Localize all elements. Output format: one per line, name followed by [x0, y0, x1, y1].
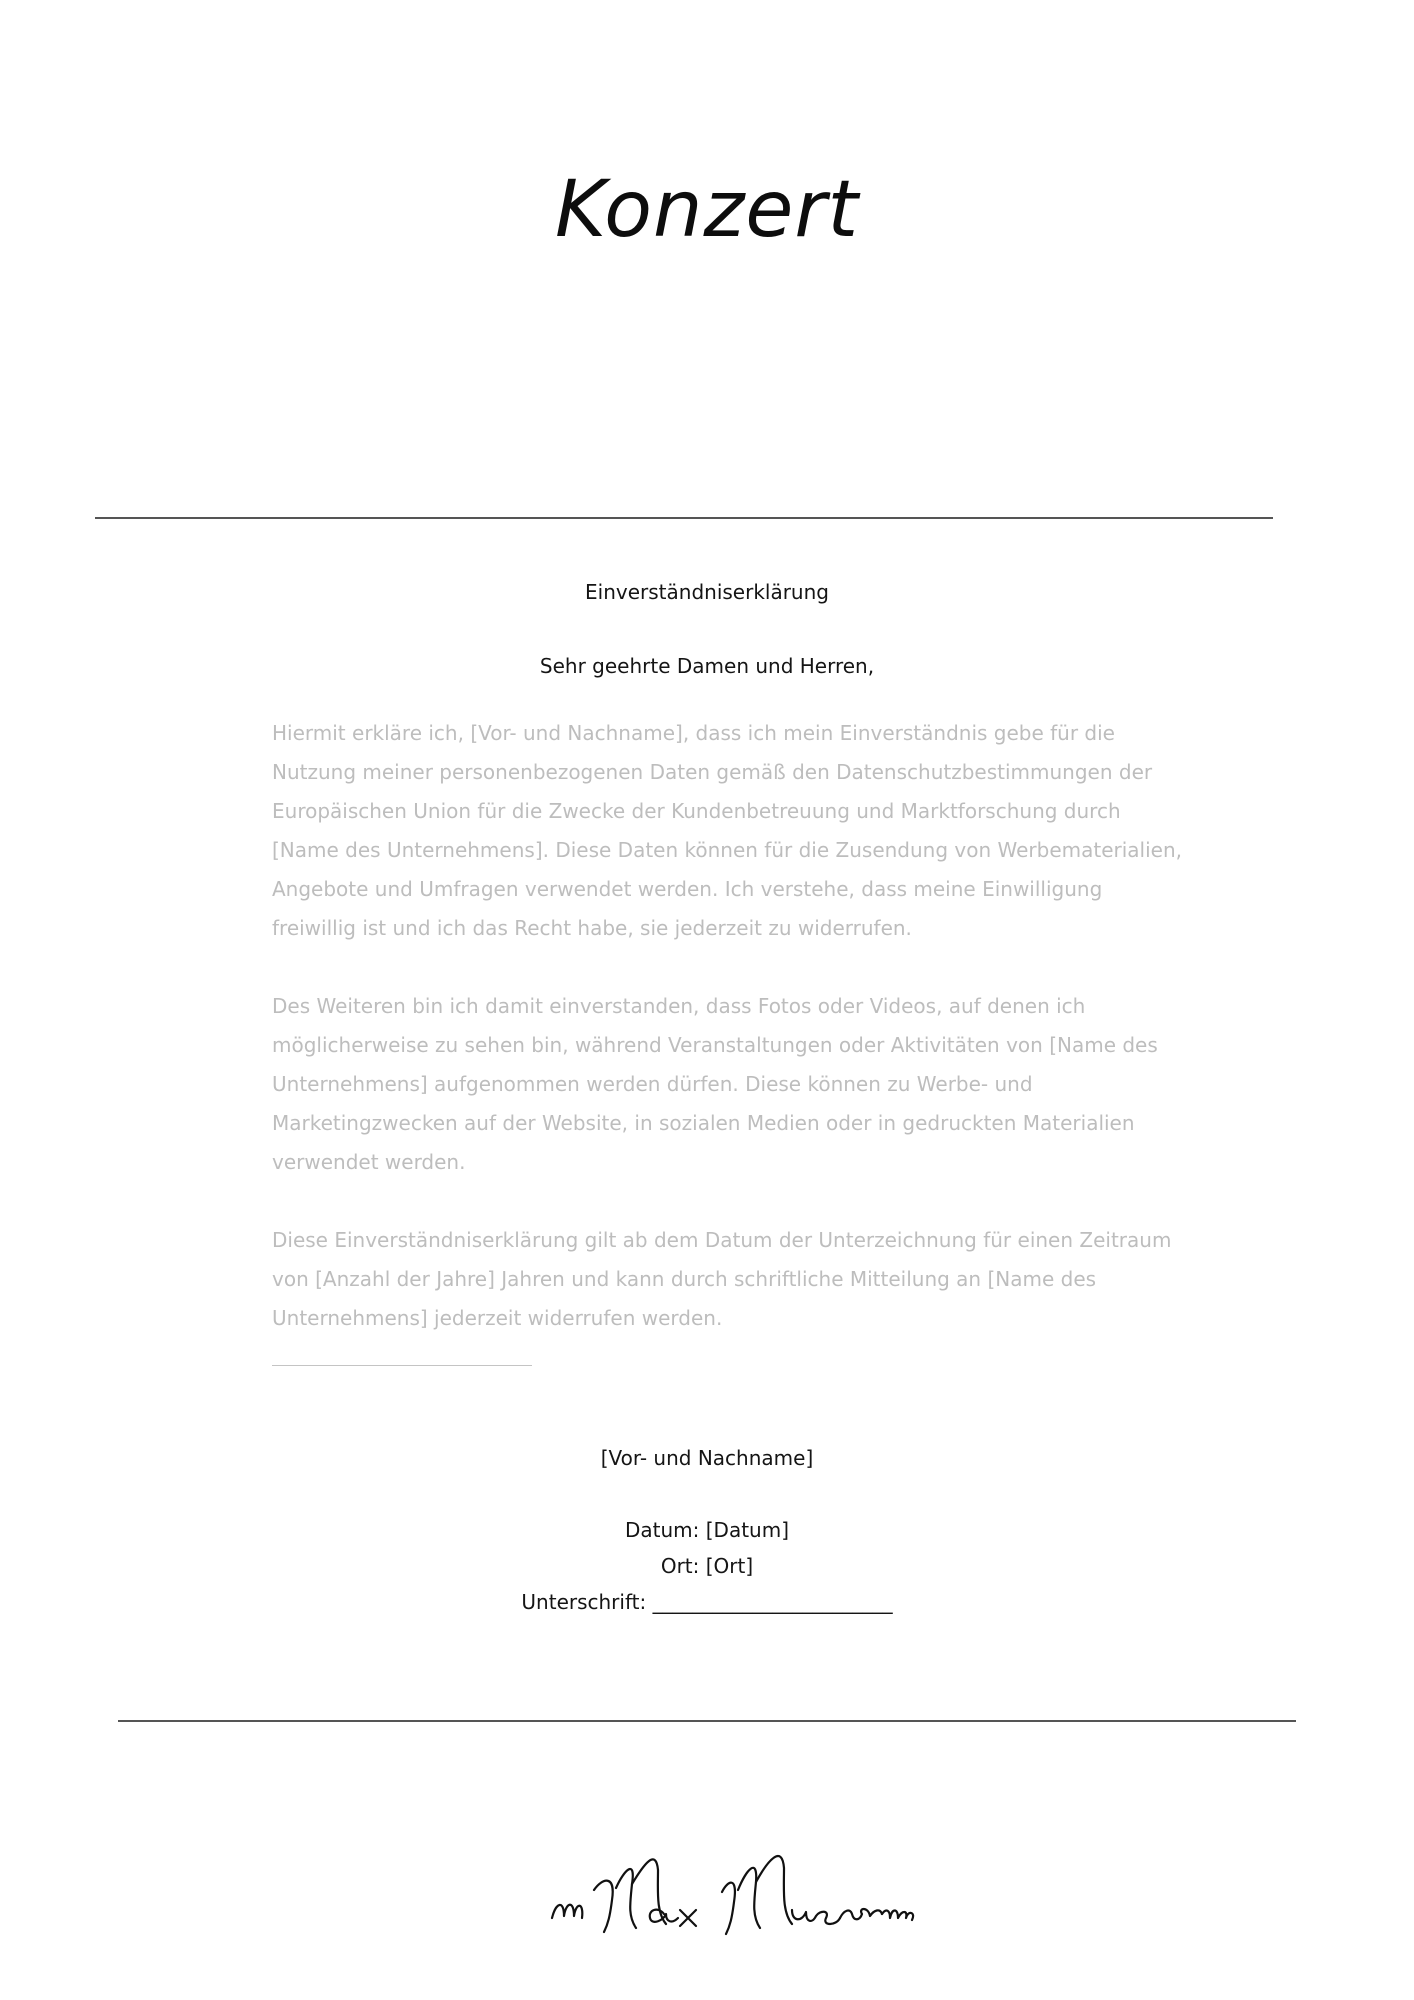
body-paragraph-1: Hiermit erkläre ich, [Vor- und Nachname], dass ich mein Einverständnis gebe für die Nutzung meiner personenbezogenen Daten gemäß den Datenschutzbestimmungen der Europäischen Union für die Zwecke der Kundenbetreuung und Marktforschung durch [Name des Unternehmens]. Diese Daten können für die Zusendung von Werbematerialien, Angebote und Umfragen verwendet werden. Ich verstehe, dass meine Einwilligung freiwillig ist und ich das Recht habe, sie jederzeit zu widerrufen.	[272, 721, 1182, 940]
name-placeholder: [Vor- und Nachname]	[600, 1446, 814, 1470]
short-divider	[272, 1365, 532, 1366]
place-line: Ort: [Ort]	[660, 1554, 754, 1578]
bottom-divider	[118, 1720, 1296, 1722]
body-paragraph-3: Diese Einverständniserklärung gilt ab dem Datum der Unterzeichnung für einen Zeitraum von [Anzahl der Jahre] Jahren und kann durch schriftliche Mitteilung an [Name des Unternehmens] jederzeit widerrufen werden.	[272, 1228, 1172, 1330]
body-text	[272, 714, 1192, 1338]
signature-line: Unterschrift: ________________________	[521, 1590, 893, 1614]
date-line: Datum: [Datum]	[624, 1518, 789, 1542]
consent-heading: Einverständniserklärung	[585, 580, 829, 604]
top-divider	[95, 517, 1273, 519]
page-title: Konzert	[554, 165, 860, 255]
handwritten-signature	[540, 1830, 920, 1940]
salutation: Sehr geehrte Damen und Herren,	[539, 654, 875, 678]
body-paragraph-2: Des Weiteren bin ich damit einverstanden, dass Fotos oder Videos, auf denen ich möglicherweise zu sehen bin, während Veranstaltungen oder Aktivitäten von [Name des Unternehmens] aufgenommen werden dürfen. Diese können zu Werbe- und Marketingzwecken auf der Website, in sozialen Medien oder in gedruckten Materialien verwendet werden.	[272, 994, 1158, 1174]
